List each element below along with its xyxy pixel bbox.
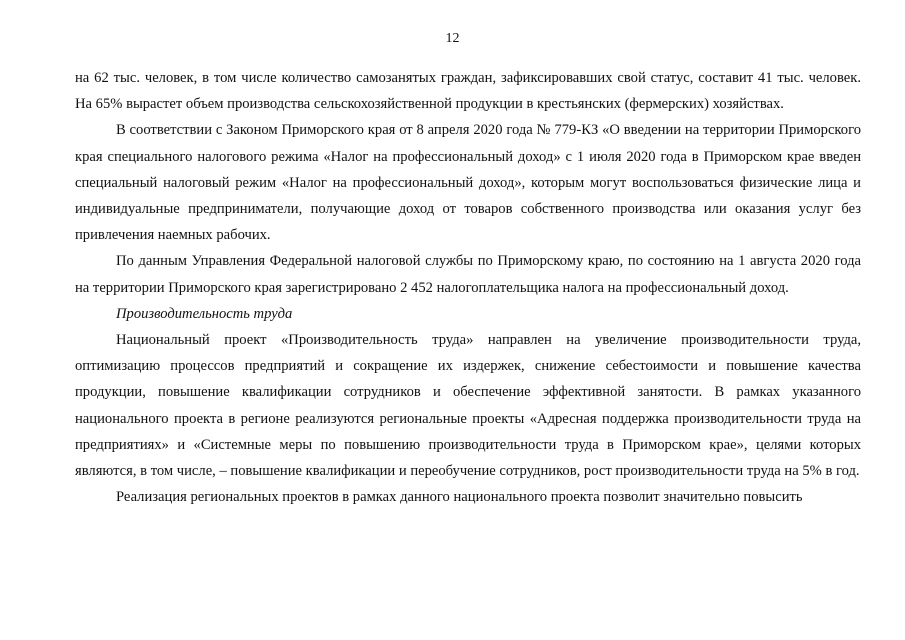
paragraph-tax-service-data: По данным Управления Федеральной налоговой службы по Приморскому краю, по состоянию на 1 августа 2020 года на территории Приморского края зарегистрировано 2 452 налогоплательщика налога на профессиональный доход. [75, 253, 861, 296]
document-body [75, 65, 861, 510]
page-number: 12 [445, 31, 460, 46]
section-heading: Производительность труда [116, 305, 293, 322]
paragraph-continuation: на 62 тыс. человек, в том числе количество самозанятых граждан, зафиксировавших свой статус, составит 41 тыс. человек. На 65% вырастет объем производства сельскохозяйственной продукции в крестьянских (фермерских) хозяйствах. [75, 70, 861, 113]
paragraph-law-reference: В соответствии с Законом Приморского края от 8 апреля 2020 года № 779-КЗ «О введении на территории Приморского края специального налогового режима «Налог на профессиональный доход» с 1 июля 2020 года в Приморском крае введен специальный налоговый режим «Налог на профессиональный доход», которым могут воспользоваться физические лица и индивидуальные предприниматели, получающие доход от товаров собственного производства или оказания услуг без привлечения наемных рабочих. [75, 122, 861, 244]
paragraph-implementation: Реализация региональных проектов в рамках данного национального проекта позволит значительно повысить [116, 489, 803, 506]
paragraph-national-project: Национальный проект «Производительность труда» направлен на увеличение производительности труда, оптимизацию процессов предприятий и сокращение их издержек, снижение себестоимости и повышение качества продукции, повышение квалификации сотрудников и обеспечение эффективной занятости. В рамках указанного национального проекта в регионе реализуются региональные проекты «Адресная поддержка производительности труда на предприятиях» и «Системные меры по повышению производительности труда в Приморском крае», целями которых являются, в том числе, – повышение квалификации и переобучение сотрудников, рост производительности труда на 5% в год. [75, 332, 861, 480]
